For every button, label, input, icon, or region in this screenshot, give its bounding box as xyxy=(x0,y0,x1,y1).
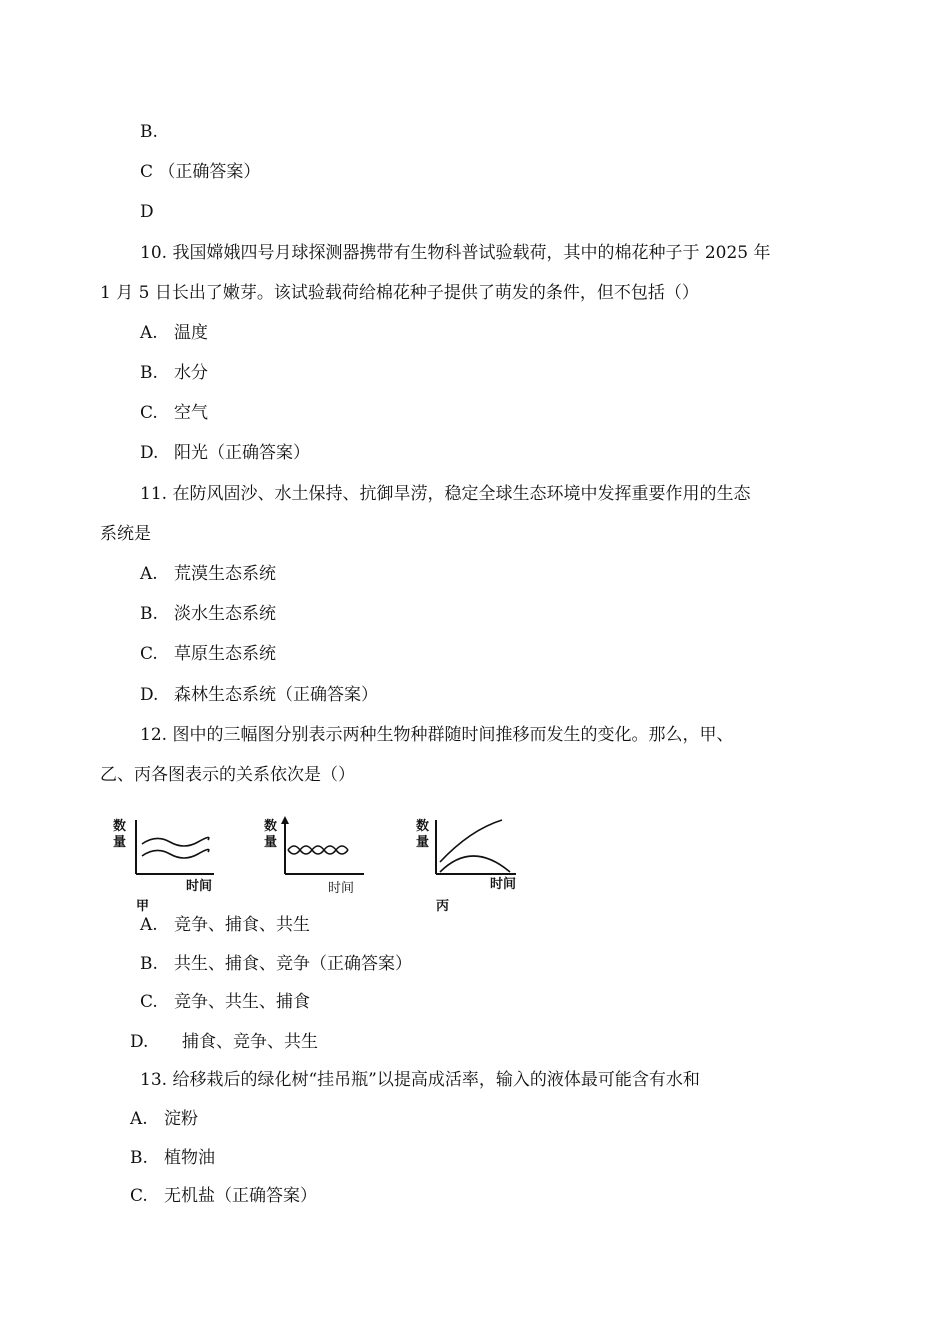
q10-option-c: C. 空气 xyxy=(140,403,208,423)
graph-jia-curve-lower xyxy=(142,849,209,858)
q12-option-c: C. 竞争、共生、捕食 xyxy=(140,992,310,1012)
q13-option-a: A. 淀粉 xyxy=(130,1109,198,1129)
graph-jia-xlabel: 时间 xyxy=(186,879,213,894)
q9-option-d: D xyxy=(140,202,154,222)
graph-yi-y-arrow xyxy=(281,816,289,824)
q12-figure xyxy=(110,812,540,921)
q12-stem-line2: 乙、丙各图表示的关系依次是（） xyxy=(100,765,355,785)
q11-option-d: D. 森林生态系统（正确答案） xyxy=(140,685,378,705)
q13-stem: 13. 给移栽后的绿化树“挂吊瓶”以提高成活率，输入的液体最可能含有水和 xyxy=(140,1070,700,1090)
q10-option-d: D. 阳光（正确答案） xyxy=(140,443,310,463)
graph-bing-ylabel-2: 量 xyxy=(416,835,430,850)
q10-stem-line1: 10. 我国嫦娥四号月球探测器携带有生物科普试验载荷，其中的棉花种子于 2025 年 xyxy=(140,243,771,263)
graph-jia-curve-upper xyxy=(142,837,209,846)
graph-bing-caption: 丙 xyxy=(436,899,450,914)
graph-jia-ylabel-1: 数 xyxy=(113,819,127,834)
graph-yi-ylabel-2: 量 xyxy=(264,835,278,850)
q13-option-b: B. 植物油 xyxy=(130,1148,215,1168)
graph-jia-caption: 甲 xyxy=(136,899,150,914)
q11-stem-line2: 系统是 xyxy=(100,524,151,544)
graph-jia xyxy=(113,818,214,914)
q10-option-b: B. 水分 xyxy=(140,363,208,383)
graph-yi-xlabel: 时间 xyxy=(328,881,355,896)
graph-bing-xlabel: 时间 xyxy=(490,877,517,892)
q9-option-c: C （正确答案） xyxy=(140,162,261,182)
graph-yi xyxy=(264,816,364,896)
q11-option-a: A. 荒漠生态系统 xyxy=(140,564,276,584)
q9-option-b: B. xyxy=(140,122,158,142)
graph-bing-curve-lower xyxy=(440,856,510,872)
q12-stem-line1: 12. 图中的三幅图分别表示两种生物种群随时间推移而发生的变化。那么，甲、 xyxy=(140,725,734,745)
graph-jia-ylabel-2: 量 xyxy=(113,835,127,850)
q13-option-c: C. 无机盐（正确答案） xyxy=(130,1186,317,1206)
q12-option-b: B. 共生、捕食、竞争（正确答案） xyxy=(140,954,412,974)
q12-option-d: D. 捕食、竞争、共生 xyxy=(130,1032,318,1052)
graph-bing xyxy=(416,818,516,914)
q12-option-a: A. 竞争、捕食、共生 xyxy=(140,915,310,935)
q11-option-b: B. 淡水生态系统 xyxy=(140,604,276,624)
q10-option-a: A. 温度 xyxy=(140,323,208,343)
graph-yi-ylabel-1: 数 xyxy=(264,819,278,834)
graph-bing-ylabel-1: 数 xyxy=(416,819,430,834)
q11-option-c: C. 草原生态系统 xyxy=(140,644,276,664)
q10-stem-line2: 1 月 5 日长出了嫩芽。该试验载荷给棉花种子提供了萌发的条件，但不包括（） xyxy=(100,283,699,303)
q11-stem-line1: 11. 在防风固沙、水土保持、抗御旱涝，稳定全球生态环境中发挥重要作用的生态 xyxy=(140,484,751,504)
